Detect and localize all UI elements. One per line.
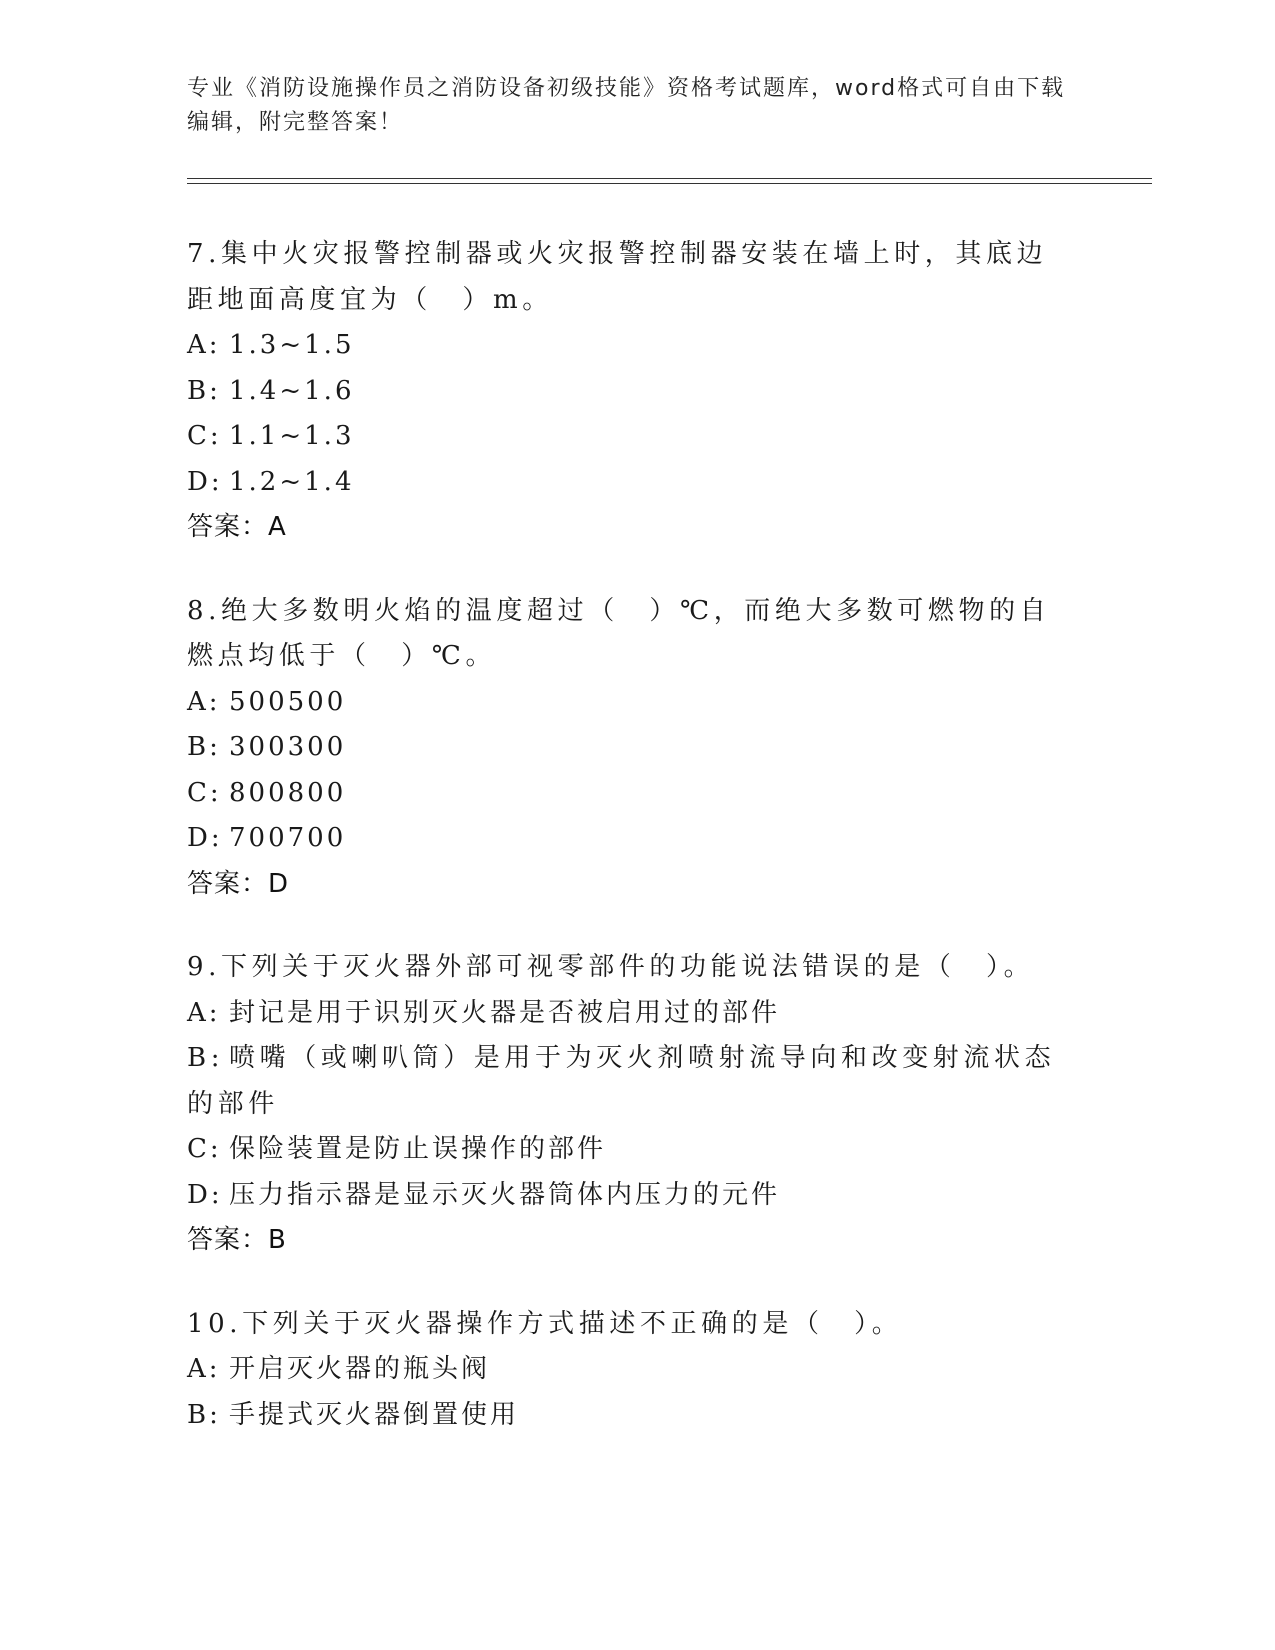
question-stem: 8.绝大多数明火焰的温度超过（ ）℃，而绝大多数可燃物的自燃点均低于（ ）℃。 <box>187 595 1051 671</box>
option-text: 700700 <box>229 823 347 853</box>
option-b <box>187 1036 1077 1127</box>
option-d <box>187 1173 1077 1219</box>
option-label: A: <box>187 1354 221 1384</box>
option-a <box>187 1347 1077 1393</box>
header-divider-top <box>187 178 1152 179</box>
option-a <box>187 991 1077 1037</box>
option-text: 保险装置是防止误操作的部件 <box>229 1134 607 1164</box>
option-label: B: <box>187 375 221 406</box>
option-text: 喷嘴（或喇叭筒）是用于为灭火剂喷射流导向和改变射流状态的部件 <box>187 1043 1056 1119</box>
option-d <box>187 460 1077 506</box>
option-text: 1.1~1.3 <box>229 421 355 451</box>
answer-line: 答案：A <box>187 512 287 542</box>
option-b <box>187 725 1077 771</box>
document-intro: 专业《消防设施操作员之消防设备初级技能》资格考试题库，word格式可自由下载编辑，附完整答案！ <box>187 76 1066 135</box>
option-label: C: <box>187 777 222 808</box>
option-d <box>187 816 1077 862</box>
option-text: 1.3~1.5 <box>229 330 355 360</box>
option-b <box>187 369 1077 415</box>
option-c <box>187 414 1077 460</box>
option-label: A: <box>187 997 221 1028</box>
option-text: 300300 <box>229 732 347 762</box>
option-label: B: <box>187 1399 221 1430</box>
question-stem: 7.集中火灾报警控制器或火灾报警控制器安装在墙上时，其底边距地面高度宜为（ ）m。 <box>187 239 1048 315</box>
option-text: 手提式灭火器倒置使用 <box>229 1399 520 1430</box>
option-a <box>187 323 1077 369</box>
option-label: C: <box>187 1134 222 1164</box>
option-c <box>187 771 1077 817</box>
option-label: B: <box>187 732 221 762</box>
option-label: D: <box>187 1179 223 1210</box>
option-a <box>187 680 1077 726</box>
option-text: 500500 <box>229 686 347 717</box>
question-10 <box>187 1302 1077 1439</box>
option-text: 压力指示器是显示灭火器筒体内压力的元件 <box>229 1179 781 1210</box>
question-list <box>187 232 1077 1476</box>
option-b <box>187 1393 1077 1439</box>
option-label: C: <box>187 421 222 451</box>
option-c <box>187 1127 1077 1173</box>
option-text: 封记是用于识别灭火器是否被启用过的部件 <box>229 997 781 1028</box>
question-stem: 10.下列关于灭火器操作方式描述不正确的是（ ）。 <box>187 1308 903 1339</box>
option-text: 1.4~1.6 <box>229 375 355 406</box>
answer-line: 答案：D <box>187 868 290 899</box>
question-stem: 9.下列关于灭火器外部可视零部件的功能说法错误的是（ ）。 <box>187 952 1035 982</box>
option-label: D: <box>187 466 223 497</box>
option-label: A: <box>187 330 221 360</box>
question-8 <box>187 589 1077 908</box>
option-text: 开启灭火器的瓶头阀 <box>229 1354 491 1384</box>
option-text: 1.2~1.4 <box>229 466 355 497</box>
question-9 <box>187 945 1077 1264</box>
question-7 <box>187 232 1077 551</box>
option-text: 800800 <box>229 777 347 808</box>
option-label: D: <box>187 823 223 853</box>
option-label: A: <box>187 686 221 717</box>
answer-line: 答案：B <box>187 1225 287 1255</box>
header-divider-bottom <box>187 183 1152 184</box>
option-label: B: <box>187 1043 225 1073</box>
